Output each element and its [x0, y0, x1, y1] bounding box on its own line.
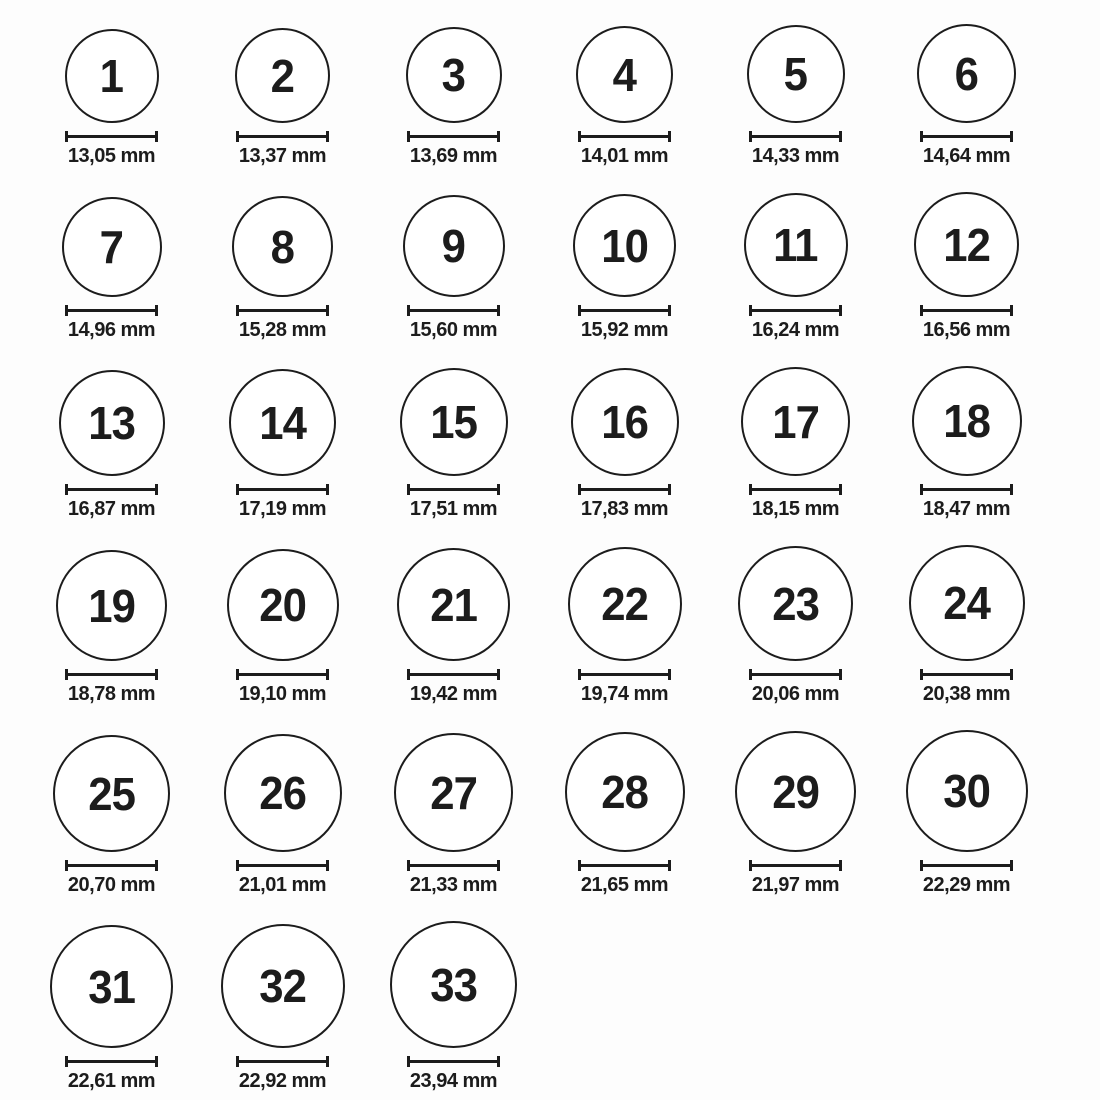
- diameter-label: 15,28 mm: [238, 319, 327, 341]
- ring-size-cell: [197, 549, 368, 706]
- diameter-label: 15,60 mm: [409, 319, 498, 341]
- ring-circle: [403, 195, 505, 297]
- measure-tick-right-icon: [668, 860, 671, 871]
- measure-bar: [749, 864, 842, 867]
- measure-tick-right-icon: [155, 131, 158, 142]
- diameter-measure-line: [65, 305, 158, 316]
- ring-size-number: 32: [259, 960, 306, 1012]
- measure-tick-right-icon: [326, 1056, 329, 1067]
- ring-size-number: 14: [259, 396, 306, 449]
- diameter-label: 22,29 mm: [922, 874, 1011, 896]
- diameter-measure-line: [749, 131, 842, 142]
- diameter-measure-line: [749, 305, 842, 316]
- diameter-measure-line: [407, 1056, 500, 1067]
- diameter-label: 15,92 mm: [580, 319, 669, 341]
- ring-size-number: 4: [612, 48, 637, 101]
- ring-size-cell: [26, 197, 197, 342]
- ring-size-cell: [26, 29, 197, 168]
- ring-circle: [576, 26, 673, 123]
- measure-tick-right-icon: [668, 305, 671, 316]
- ring-size-number: 1: [99, 50, 124, 102]
- ring-size-row: [26, 545, 1100, 706]
- ring-size-number: 18: [943, 395, 990, 447]
- diameter-label: 21,33 mm: [409, 874, 498, 896]
- ring-size-cell: [26, 925, 197, 1093]
- ring-circle: [406, 27, 502, 123]
- diameter-label: 16,87 mm: [67, 498, 156, 520]
- measure-tick-right-icon: [497, 1056, 500, 1067]
- diameter-label: 14,96 mm: [67, 319, 156, 341]
- measure-tick-right-icon: [839, 305, 842, 316]
- measure-bar: [236, 864, 329, 867]
- ring-size-row: [26, 24, 1100, 168]
- ring-size-number: 22: [601, 578, 648, 630]
- diameter-measure-line: [236, 860, 329, 871]
- ring-circle: [232, 196, 333, 297]
- ring-size-cell: [368, 733, 539, 897]
- measure-bar: [920, 673, 1013, 676]
- ring-size-number: 13: [88, 397, 135, 449]
- ring-circle: [50, 925, 173, 1048]
- measure-bar: [65, 488, 158, 491]
- diameter-label: 14,33 mm: [751, 145, 840, 167]
- ring-size-cell: [881, 192, 1052, 342]
- measure-bar: [65, 864, 158, 867]
- ring-size-cell: [197, 196, 368, 342]
- ring-circle: [568, 547, 682, 661]
- diameter-label: 17,83 mm: [580, 498, 669, 520]
- ring-circle: [573, 194, 676, 297]
- ring-size-cell: [881, 24, 1052, 168]
- ring-circle: [906, 730, 1028, 852]
- diameter-label: 17,19 mm: [238, 498, 327, 520]
- measure-bar: [749, 488, 842, 491]
- measure-bar: [236, 309, 329, 312]
- ring-circle: [229, 369, 336, 476]
- diameter-measure-line: [578, 131, 671, 142]
- ring-size-cell: [368, 921, 539, 1093]
- ring-size-number: 10: [601, 219, 648, 272]
- measure-tick-right-icon: [839, 131, 842, 142]
- diameter-label: 16,24 mm: [751, 319, 840, 341]
- diameter-label: 13,69 mm: [409, 145, 498, 167]
- measure-tick-right-icon: [668, 669, 671, 680]
- diameter-label: 20,06 mm: [751, 683, 840, 705]
- diameter-measure-line: [578, 484, 671, 495]
- measure-tick-right-icon: [155, 1056, 158, 1067]
- ring-size-number: 21: [430, 578, 477, 631]
- measure-bar: [236, 135, 329, 138]
- ring-circle: [62, 197, 162, 297]
- diameter-measure-line: [920, 669, 1013, 680]
- measure-tick-right-icon: [326, 305, 329, 316]
- ring-circle: [227, 549, 339, 661]
- diameter-measure-line: [236, 669, 329, 680]
- measure-bar: [65, 135, 158, 138]
- measure-tick-right-icon: [155, 484, 158, 495]
- measure-tick-right-icon: [155, 305, 158, 316]
- ring-size-cell: [539, 194, 710, 342]
- diameter-measure-line: [65, 860, 158, 871]
- ring-circle: [65, 29, 159, 123]
- diameter-measure-line: [920, 484, 1013, 495]
- measure-bar: [236, 1060, 329, 1063]
- measure-bar: [749, 673, 842, 676]
- diameter-measure-line: [407, 484, 500, 495]
- ring-circle: [224, 734, 342, 852]
- ring-size-number: 27: [430, 766, 477, 819]
- ring-size-number: 9: [441, 220, 466, 272]
- ring-size-cell: [881, 730, 1052, 897]
- ring-size-cell: [197, 734, 368, 897]
- measure-bar: [407, 135, 500, 138]
- ring-size-number: 24: [943, 577, 990, 629]
- ring-size-number: 23: [772, 577, 819, 630]
- ring-size-number: 25: [88, 767, 135, 820]
- ring-size-cell: [26, 370, 197, 521]
- diameter-label: 21,65 mm: [580, 874, 669, 896]
- ring-size-number: 30: [943, 765, 990, 817]
- ring-circle: [235, 28, 330, 123]
- measure-tick-right-icon: [326, 131, 329, 142]
- diameter-label: 19,42 mm: [409, 683, 498, 705]
- ring-size-cell: [26, 550, 197, 706]
- diameter-measure-line: [578, 860, 671, 871]
- diameter-label: 18,47 mm: [922, 498, 1011, 520]
- ring-circle: [53, 735, 170, 852]
- diameter-label: 22,92 mm: [238, 1070, 327, 1092]
- ring-size-row: [26, 730, 1100, 897]
- ring-size-number: 31: [88, 960, 135, 1013]
- measure-tick-right-icon: [326, 669, 329, 680]
- measure-bar: [920, 864, 1013, 867]
- ring-size-cell: [710, 731, 881, 897]
- ring-size-cell: [710, 367, 881, 521]
- ring-circle: [912, 366, 1022, 476]
- measure-bar: [407, 673, 500, 676]
- ring-size-cell: [539, 732, 710, 897]
- ring-size-cell: [26, 735, 197, 897]
- diameter-label: 18,15 mm: [751, 498, 840, 520]
- diameter-measure-line: [920, 860, 1013, 871]
- ring-size-cell: [881, 545, 1052, 706]
- diameter-label: 14,64 mm: [922, 145, 1011, 167]
- measure-bar: [407, 488, 500, 491]
- ring-size-number: 29: [772, 765, 819, 818]
- ring-size-number: 19: [88, 579, 135, 632]
- measure-tick-right-icon: [497, 484, 500, 495]
- diameter-measure-line: [236, 131, 329, 142]
- ring-size-number: 6: [954, 47, 979, 100]
- ring-size-cell: [368, 195, 539, 342]
- diameter-measure-line: [65, 131, 158, 142]
- ring-size-cell: [197, 924, 368, 1093]
- measure-tick-right-icon: [839, 860, 842, 871]
- ring-size-number: 17: [772, 395, 819, 448]
- measure-tick-right-icon: [839, 484, 842, 495]
- diameter-label: 14,01 mm: [580, 145, 669, 167]
- ring-circle: [59, 370, 165, 476]
- measure-bar: [578, 309, 671, 312]
- measure-bar: [407, 864, 500, 867]
- diameter-measure-line: [236, 1056, 329, 1067]
- diameter-measure-line: [578, 669, 671, 680]
- measure-tick-right-icon: [326, 860, 329, 871]
- diameter-label: 23,94 mm: [409, 1070, 498, 1092]
- ring-size-cell: [197, 28, 368, 168]
- ring-size-cell: [539, 368, 710, 521]
- ring-size-number: 12: [943, 218, 990, 271]
- measure-bar: [578, 864, 671, 867]
- ring-size-number: 26: [259, 767, 306, 819]
- measure-bar: [749, 309, 842, 312]
- ring-size-number: 28: [601, 766, 648, 818]
- ring-size-cell: [539, 547, 710, 706]
- ring-circle: [735, 731, 856, 852]
- measure-bar: [407, 309, 500, 312]
- ring-circle: [221, 924, 345, 1048]
- diameter-measure-line: [236, 484, 329, 495]
- measure-bar: [920, 135, 1013, 138]
- ring-size-cell: [368, 27, 539, 168]
- diameter-label: 16,56 mm: [922, 319, 1011, 341]
- ring-circle: [571, 368, 679, 476]
- diameter-measure-line: [407, 305, 500, 316]
- diameter-measure-line: [749, 484, 842, 495]
- ring-circle: [397, 548, 510, 661]
- diameter-measure-line: [236, 305, 329, 316]
- diameter-label: 13,05 mm: [67, 145, 156, 167]
- measure-tick-right-icon: [497, 860, 500, 871]
- diameter-label: 19,10 mm: [238, 683, 327, 705]
- ring-size-number: 5: [783, 48, 808, 100]
- measure-bar: [407, 1060, 500, 1063]
- diameter-measure-line: [407, 669, 500, 680]
- ring-circle: [744, 193, 848, 297]
- measure-tick-right-icon: [1010, 131, 1013, 142]
- measure-tick-right-icon: [155, 669, 158, 680]
- diameter-measure-line: [65, 1056, 158, 1067]
- measure-bar: [920, 488, 1013, 491]
- diameter-measure-line: [407, 131, 500, 142]
- measure-tick-right-icon: [1010, 305, 1013, 316]
- ring-circle: [747, 25, 845, 123]
- ring-circle: [390, 921, 517, 1048]
- ring-size-number: 15: [430, 396, 477, 448]
- measure-tick-right-icon: [497, 131, 500, 142]
- ring-size-number: 20: [259, 579, 306, 631]
- measure-tick-right-icon: [1010, 669, 1013, 680]
- measure-bar: [65, 673, 158, 676]
- ring-size-cell: [881, 366, 1052, 521]
- ring-circle: [400, 368, 508, 476]
- diameter-label: 17,51 mm: [409, 498, 498, 520]
- measure-tick-right-icon: [497, 305, 500, 316]
- measure-bar: [920, 309, 1013, 312]
- diameter-label: 19,74 mm: [580, 683, 669, 705]
- diameter-measure-line: [920, 305, 1013, 316]
- diameter-label: 21,97 mm: [751, 874, 840, 896]
- ring-circle: [394, 733, 513, 852]
- measure-tick-right-icon: [668, 131, 671, 142]
- ring-size-number: 16: [601, 396, 648, 448]
- diameter-measure-line: [407, 860, 500, 871]
- ring-circle: [565, 732, 685, 852]
- diameter-measure-line: [65, 669, 158, 680]
- ring-size-number: 8: [270, 220, 295, 273]
- measure-bar: [578, 673, 671, 676]
- diameter-label: 20,38 mm: [922, 683, 1011, 705]
- ring-size-number: 33: [430, 958, 477, 1011]
- diameter-measure-line: [578, 305, 671, 316]
- ring-size-cell: [710, 546, 881, 706]
- measure-bar: [65, 1060, 158, 1063]
- measure-tick-right-icon: [326, 484, 329, 495]
- ring-size-cell: [539, 26, 710, 168]
- ring-size-number: 3: [441, 49, 466, 101]
- measure-tick-right-icon: [497, 669, 500, 680]
- diameter-measure-line: [749, 860, 842, 871]
- measure-bar: [749, 135, 842, 138]
- measure-bar: [236, 673, 329, 676]
- measure-tick-right-icon: [1010, 860, 1013, 871]
- measure-bar: [65, 309, 158, 312]
- ring-size-cell: [710, 25, 881, 168]
- diameter-measure-line: [749, 669, 842, 680]
- diameter-measure-line: [920, 131, 1013, 142]
- measure-bar: [236, 488, 329, 491]
- diameter-measure-line: [65, 484, 158, 495]
- ring-size-row: [26, 192, 1100, 342]
- diameter-label: 13,37 mm: [238, 145, 327, 167]
- diameter-label: 20,70 mm: [67, 874, 156, 896]
- ring-circle: [914, 192, 1019, 297]
- ring-circle: [741, 367, 850, 476]
- ring-circle: [738, 546, 853, 661]
- ring-size-cell: [197, 369, 368, 521]
- ring-size-number: 2: [270, 49, 295, 102]
- measure-tick-right-icon: [155, 860, 158, 871]
- ring-circle: [917, 24, 1016, 123]
- measure-tick-right-icon: [1010, 484, 1013, 495]
- ring-size-cell: [368, 368, 539, 521]
- ring-size-row: [26, 921, 1100, 1093]
- ring-size-cell: [710, 193, 881, 342]
- ring-size-cell: [368, 548, 539, 706]
- ring-circle: [909, 545, 1025, 661]
- measure-tick-right-icon: [839, 669, 842, 680]
- measure-bar: [578, 135, 671, 138]
- ring-size-number: 11: [773, 219, 818, 271]
- ring-size-row: [26, 366, 1100, 521]
- measure-bar: [578, 488, 671, 491]
- diameter-label: 18,78 mm: [67, 683, 156, 705]
- ring-circle: [56, 550, 167, 661]
- diameter-label: 22,61 mm: [67, 1070, 156, 1092]
- diameter-label: 21,01 mm: [238, 874, 327, 896]
- ring-size-number: 7: [99, 221, 124, 273]
- measure-tick-right-icon: [668, 484, 671, 495]
